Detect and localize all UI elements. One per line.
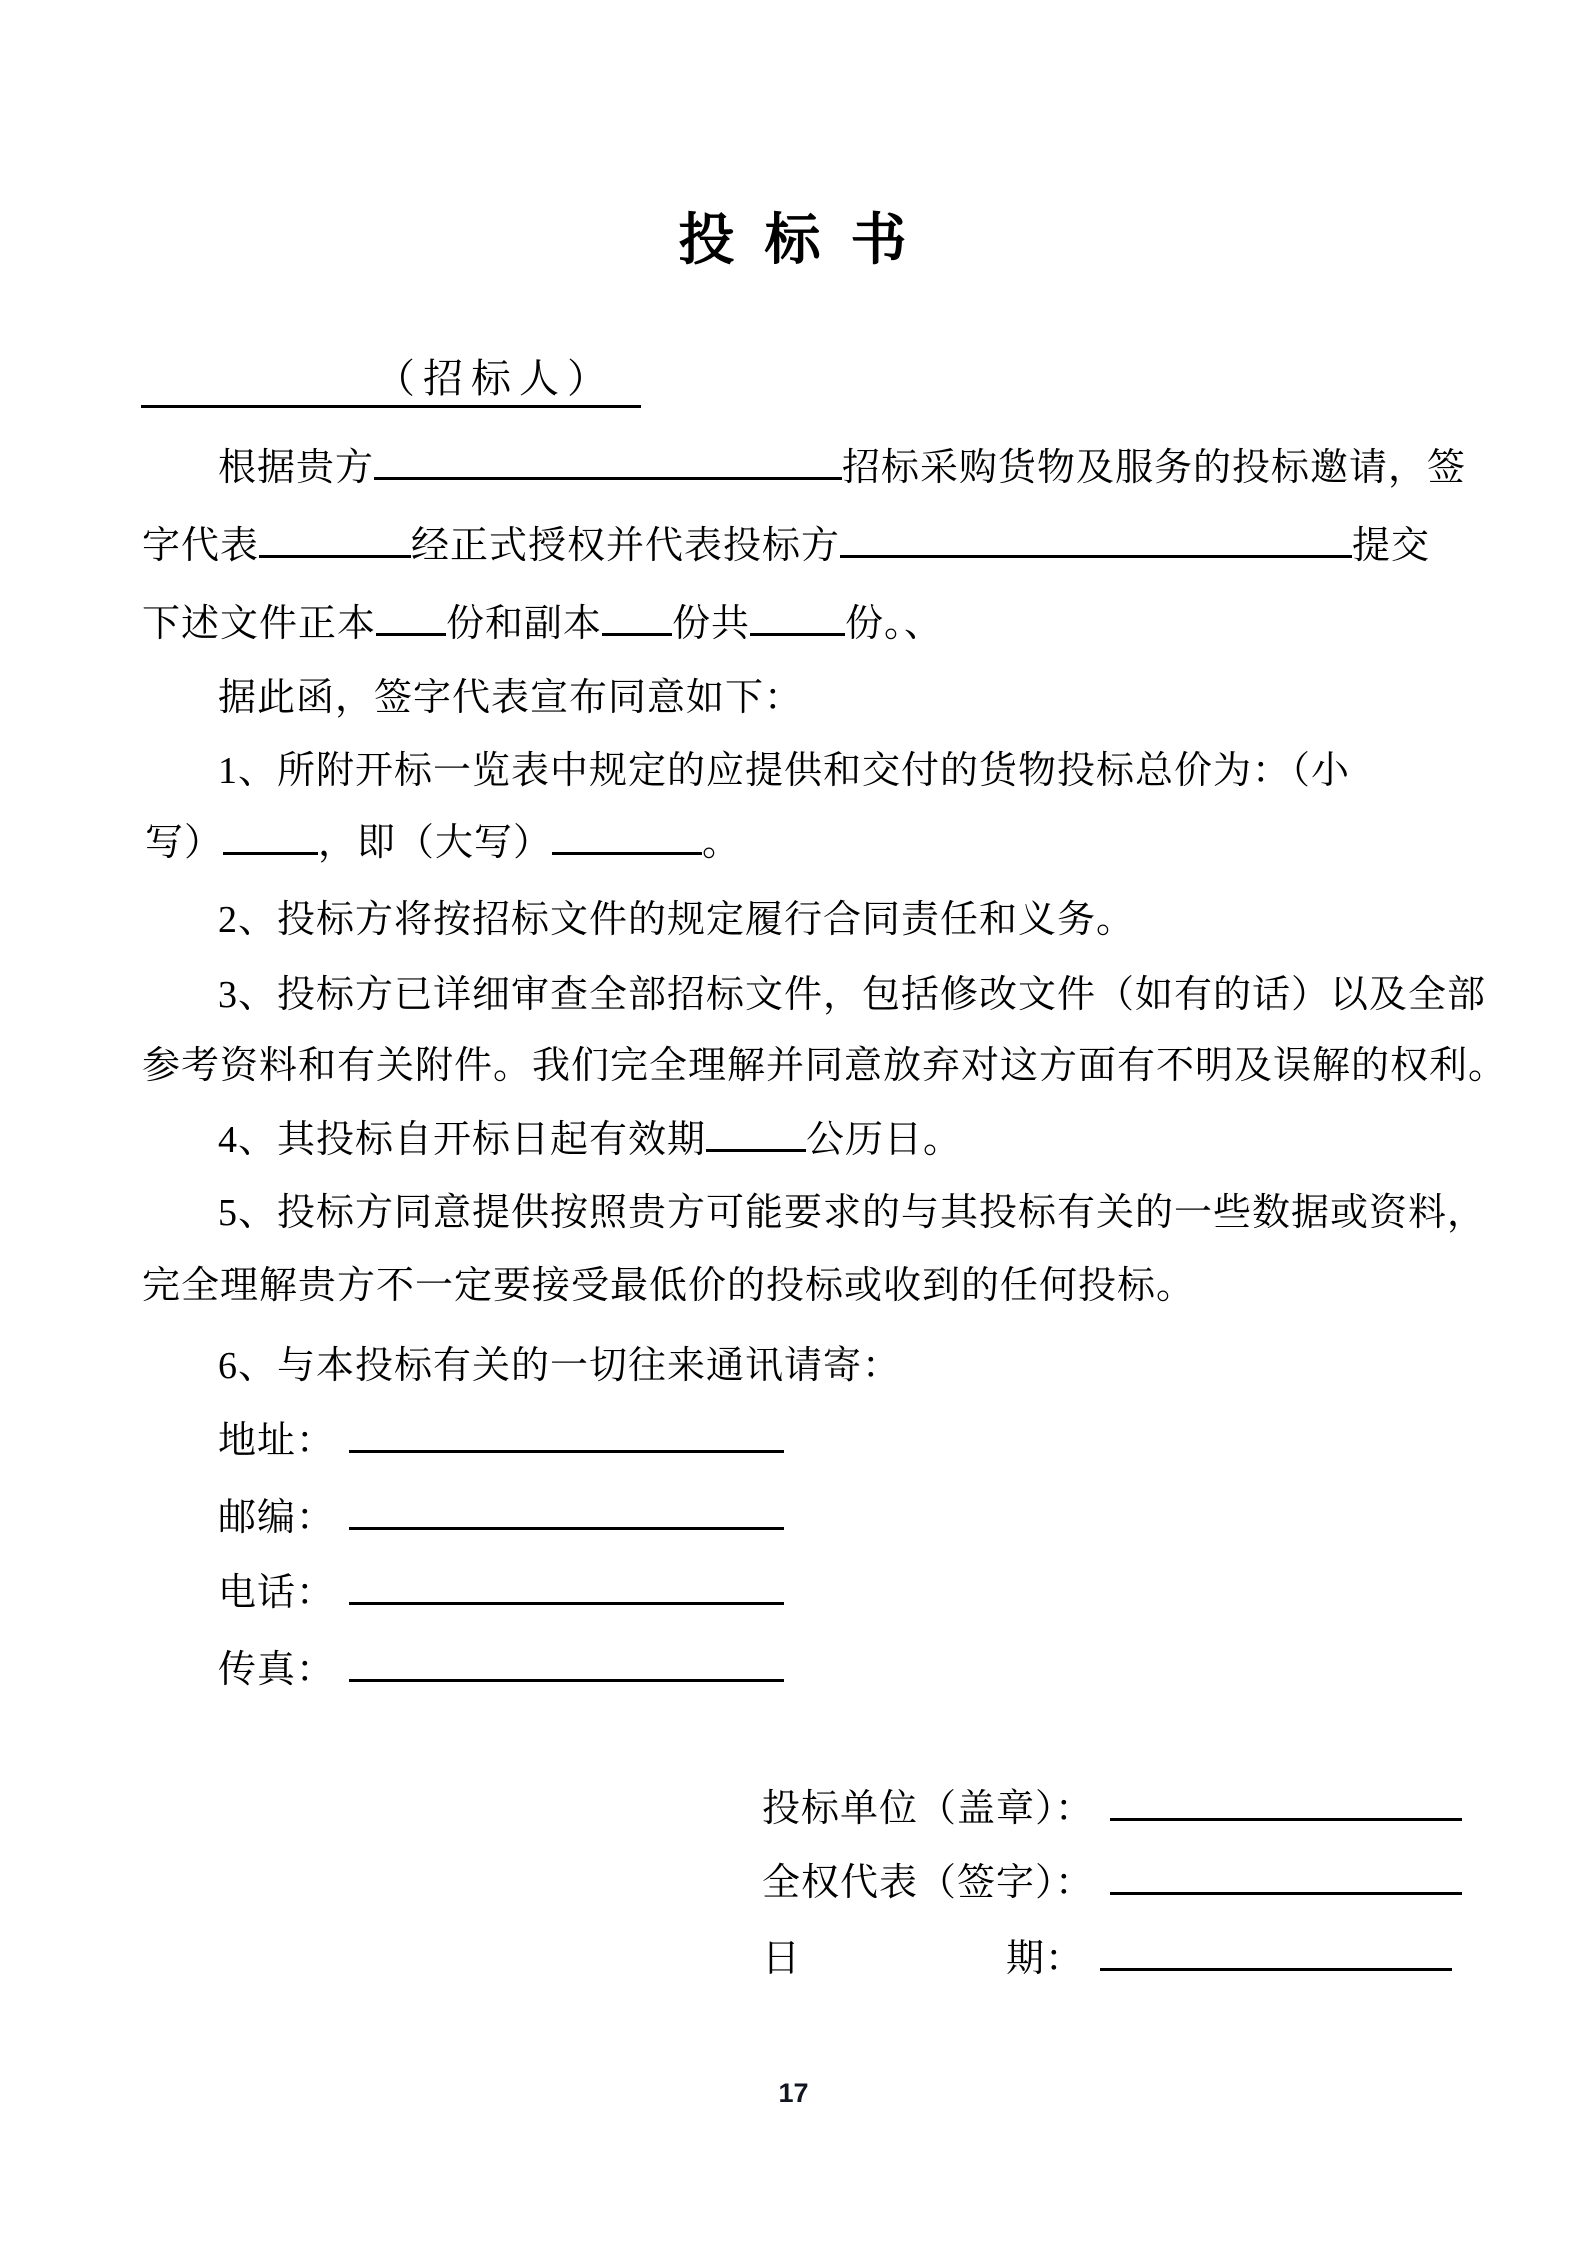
date-label-right: 期： — [1006, 1938, 1085, 1980]
contact-fax-row — [218, 1647, 784, 1693]
signature-unit-label: 投标单位（盖章）： — [762, 1788, 1095, 1830]
item3-line-2 — [142, 1043, 1507, 1089]
blank-total-copies — [750, 627, 845, 636]
contact-postcode-row — [218, 1495, 784, 1541]
item1-line-2 — [145, 820, 741, 866]
tenderer-label: （招标人） — [375, 356, 615, 401]
blank-phone — [349, 1596, 784, 1605]
item1-line2-mid: ，即（大写） — [318, 822, 553, 864]
item1-line-1 — [218, 748, 1350, 794]
item2-text: 2、投标方将按招标文件的规定履行合同责任和义务。 — [218, 899, 1136, 941]
address-label: 地址： — [218, 1420, 336, 1462]
item6-text: 6、与本投标有关的一切往来通讯请寄： — [218, 1345, 902, 1387]
phone-label: 电话： — [218, 1572, 336, 1614]
item5-line-2 — [142, 1263, 1195, 1309]
intro-line2-pre: 字代表 — [142, 525, 260, 567]
intro-line2-mid: 经正式授权并代表投标方 — [411, 525, 841, 567]
item2-line — [218, 897, 1135, 943]
intro-line1-pre: 根据贵方 — [218, 447, 375, 489]
item3-line1-text: 3、投标方已详细审查全部招标文件，包括修改文件（如有的话）以及全部 — [218, 974, 1487, 1016]
signature-representative-row — [762, 1860, 1462, 1906]
item5-line2-text: 完全理解贵方不一定要接受最低价的投标或收到的任何投标。 — [142, 1265, 1196, 1307]
blank-fax — [349, 1673, 784, 1682]
blank-inviter-name — [374, 471, 842, 480]
signature-unit-row — [762, 1786, 1462, 1832]
contact-address-row — [218, 1418, 784, 1464]
blank-bid-unit-seal — [1110, 1812, 1462, 1821]
page-number: 17 — [778, 2078, 809, 2108]
item6-line — [218, 1343, 901, 1389]
intro-line-3 — [142, 601, 943, 647]
intro-line3-s4: 份。、 — [845, 603, 944, 645]
declaration-line — [218, 675, 803, 721]
blank-signer-name — [259, 549, 411, 558]
blank-bidder-name — [840, 549, 1352, 558]
intro-line3-s3: 份共 — [672, 603, 751, 645]
intro-line-2 — [142, 523, 1430, 569]
postcode-label: 邮编： — [218, 1497, 336, 1539]
intro-line1-post: 招标采购货物及服务的投标邀请，签 — [842, 447, 1467, 489]
tenderer-underline-field — [141, 354, 641, 408]
intro-line-1 — [218, 445, 1466, 491]
contact-phone-row — [218, 1570, 784, 1616]
document-title: 投 标 书 — [678, 210, 909, 272]
blank-duplicate-copies — [602, 627, 672, 636]
item5-line-1 — [218, 1190, 1486, 1236]
fax-label: 传真： — [218, 1649, 336, 1691]
signature-date-row — [762, 1936, 1452, 1982]
item3-line2-text: 参考资料和有关附件。我们完全理解并同意放弃对这方面有不明及误解的权利。 — [142, 1045, 1508, 1087]
blank-date — [1100, 1962, 1452, 1971]
blank-price-figures — [223, 846, 318, 855]
blank-original-copies — [376, 627, 446, 636]
item4-line — [218, 1117, 962, 1163]
declaration-text: 据此函，签字代表宣布同意如下： — [218, 677, 804, 719]
item4-post: 公历日。 — [806, 1119, 963, 1161]
blank-validity-days — [706, 1143, 806, 1152]
date-label-gap — [801, 1970, 1006, 1971]
blank-postcode — [349, 1521, 784, 1530]
item5-line1-text: 5、投标方同意提供按照贵方可能要求的与其投标有关的一些数据或资料， — [218, 1192, 1487, 1234]
item1-line2-pre: 写） — [145, 822, 224, 864]
intro-line3-s2: 份和副本 — [446, 603, 603, 645]
item1-line1-text: 1、所附开标一览表中规定的应提供和交付的货物投标总价为：（小 — [218, 750, 1351, 792]
intro-line2-post: 提交 — [1352, 525, 1431, 567]
item3-line-1 — [218, 972, 1486, 1018]
signature-rep-label: 全权代表（签字）： — [762, 1862, 1095, 1904]
item4-pre: 4、其投标自开标日起有效期 — [218, 1119, 707, 1161]
item1-line2-post: 。 — [702, 822, 742, 864]
date-label-left: 日 — [762, 1938, 802, 1980]
blank-price-words — [552, 846, 702, 855]
blank-representative-signature — [1110, 1886, 1462, 1895]
blank-address — [349, 1444, 784, 1453]
intro-line3-s1: 下述文件正本 — [142, 603, 377, 645]
